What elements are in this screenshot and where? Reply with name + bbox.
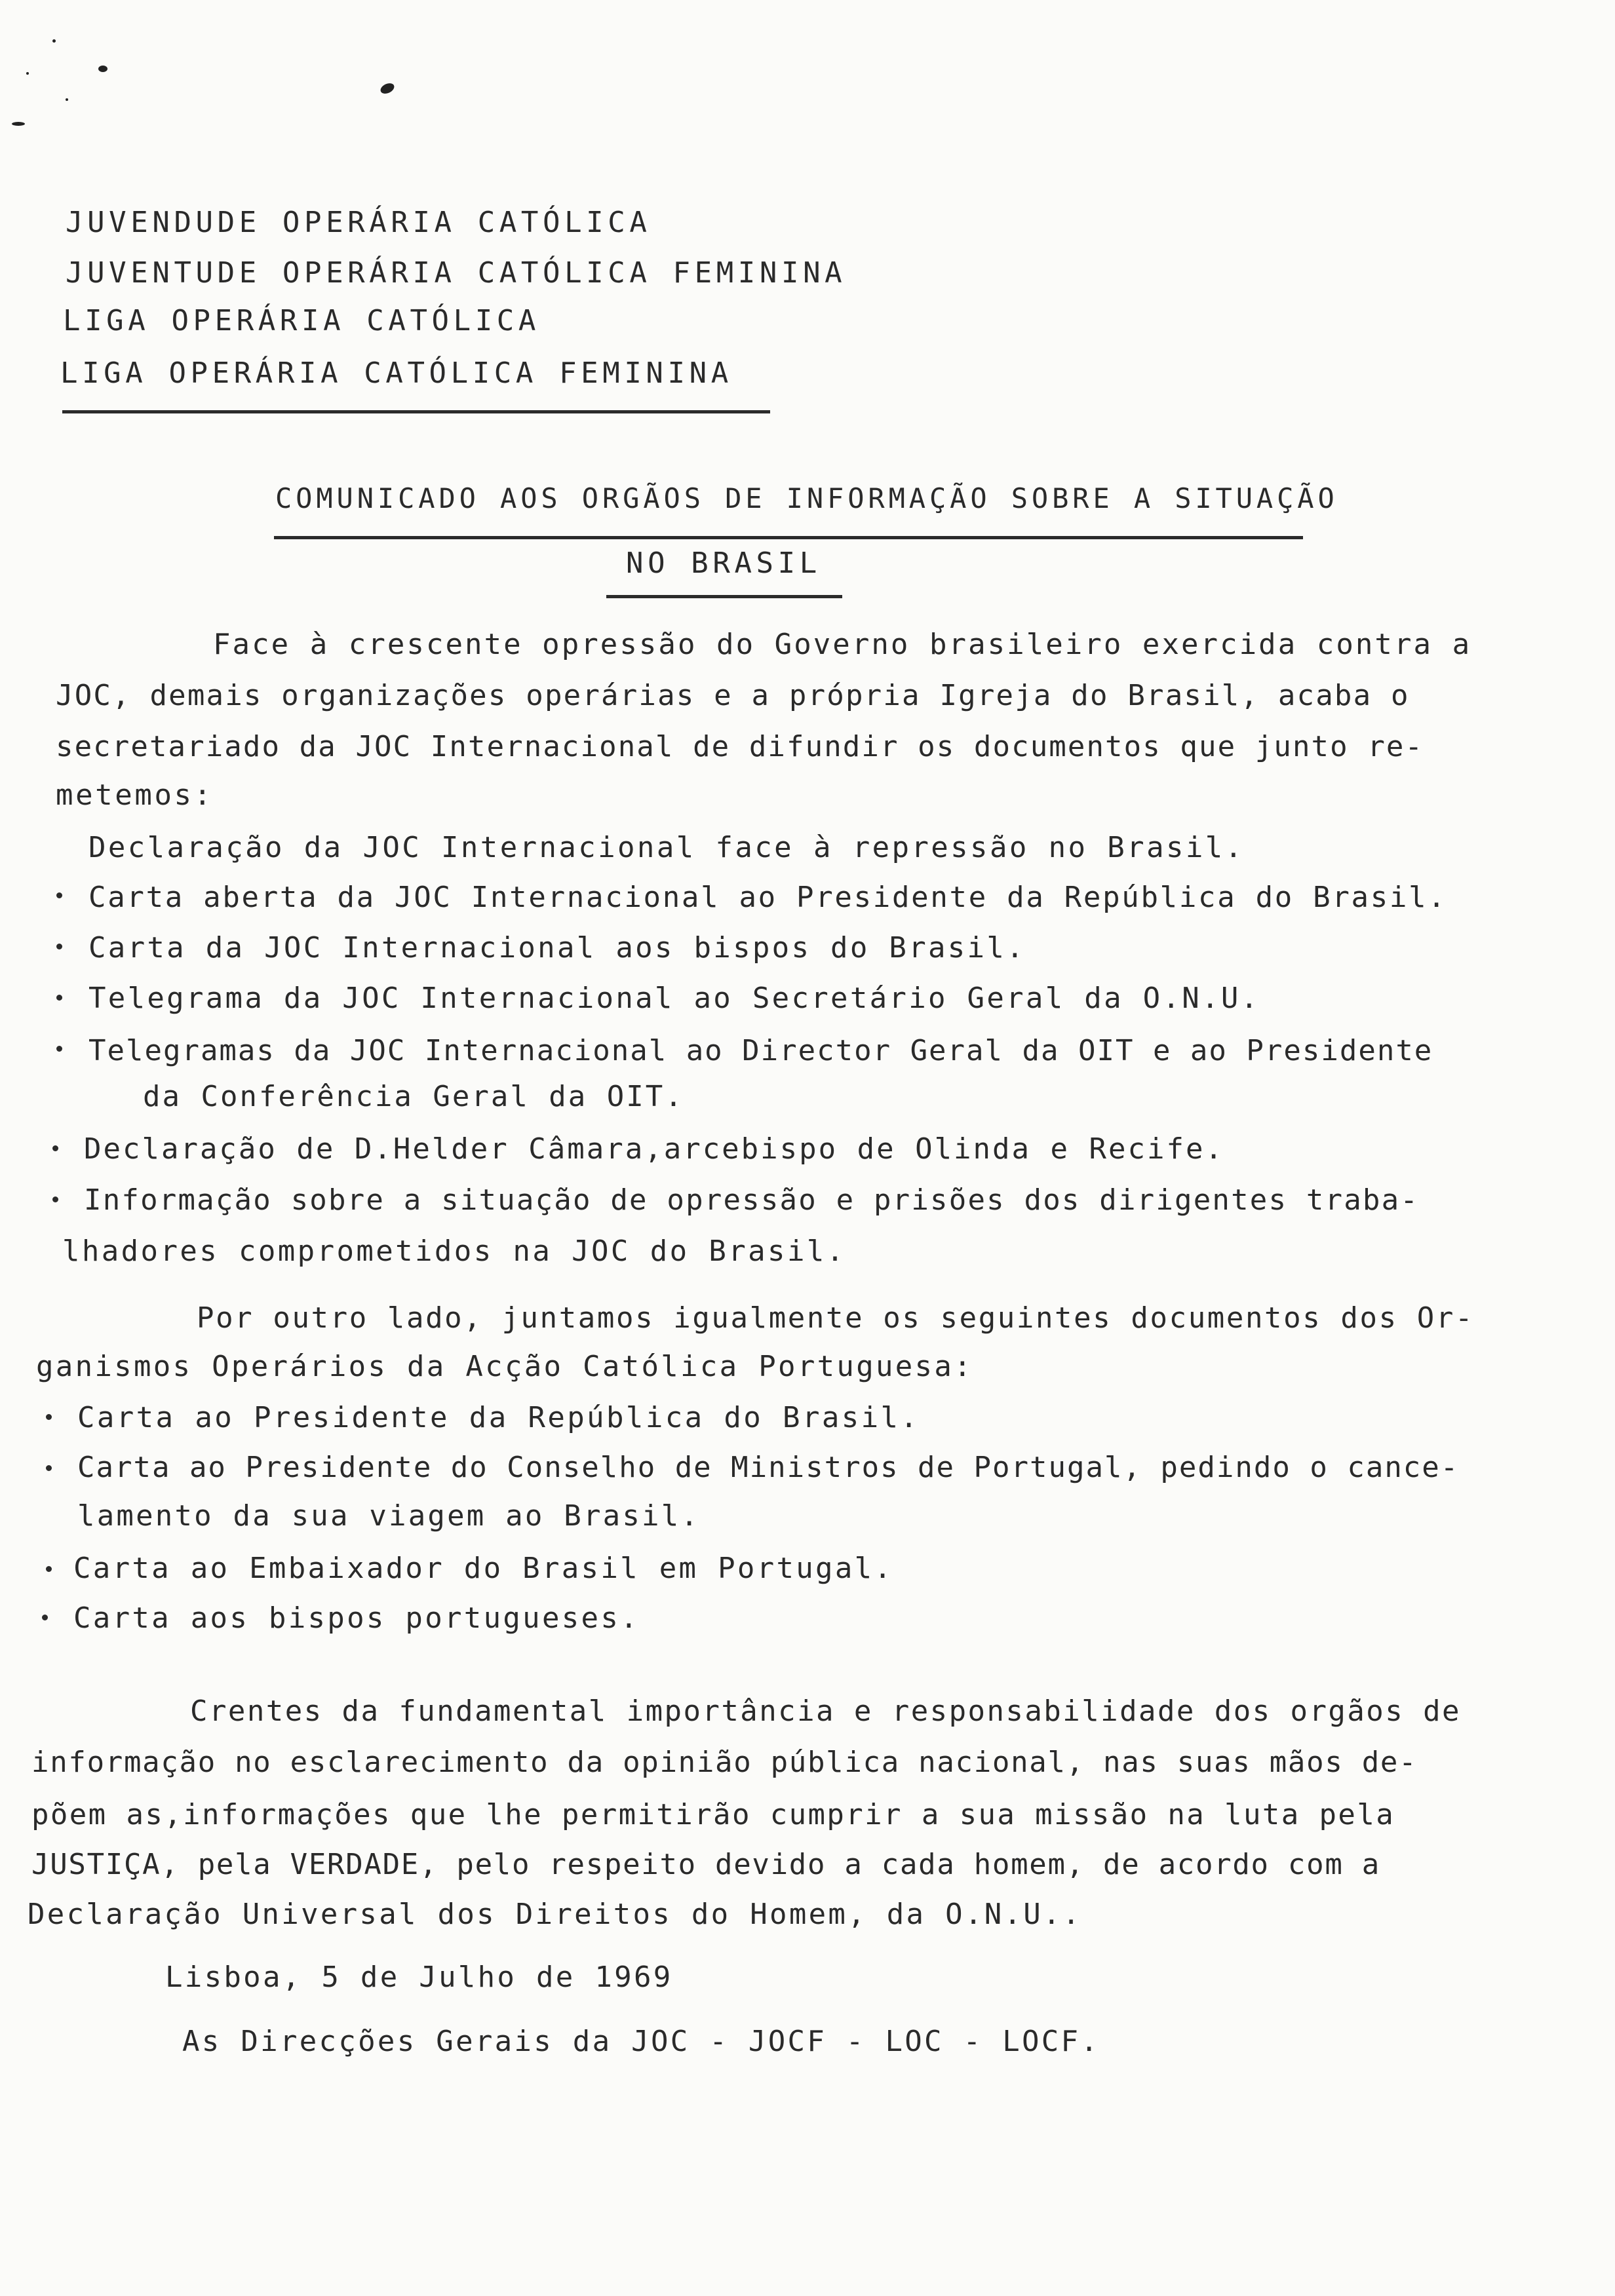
bullet xyxy=(56,1046,62,1052)
bullet xyxy=(46,1465,52,1471)
scan-speck xyxy=(12,122,25,126)
scan-speck xyxy=(98,66,107,72)
paragraph-line: Crentes da fundamental importância e responsabilidade dos orgãos de xyxy=(190,1694,1461,1728)
list-item: Carta aberta da JOC Internacional ao Presidente da República do Brasil. xyxy=(88,881,1447,914)
header-line: LIGA OPERÁRIA CATÓLICA FEMININA xyxy=(60,356,733,390)
bullet xyxy=(46,1566,52,1572)
signature-line: As Direcções Gerais da JOC - JOCF - LOC - LOCF. xyxy=(182,2025,1100,2058)
list-item: Declaração de D.Helder Câmara,arcebispo de Olinda e Recife. xyxy=(84,1132,1224,1166)
list-item: Carta da JOC Internacional aos bispos do Brasil. xyxy=(88,931,1026,965)
bullet xyxy=(56,944,62,949)
list-item: Declaração da JOC Internacional face à repressão no Brasil. xyxy=(88,831,1245,864)
paragraph-line: informação no esclarecimento da opinião pública nacional, nas suas mãos de- xyxy=(31,1746,1418,1779)
scan-speck xyxy=(379,81,396,96)
list-item: Carta aos bispos portugueses. xyxy=(73,1601,640,1635)
list-item: Telegramas da JOC Internacional ao Director Geral da OIT e ao Presidente xyxy=(88,1034,1433,1067)
bullet xyxy=(46,1414,52,1420)
scan-speck xyxy=(66,98,68,101)
bullet xyxy=(52,1196,58,1202)
paragraph-line: ganismos Operários da Acção Católica Portuguesa: xyxy=(36,1350,973,1383)
paragraph-line: Face à crescente opressão do Governo brasileiro exercida contra a xyxy=(213,628,1472,661)
list-item-continuation: lhadores comprometidos na JOC do Brasil. xyxy=(62,1234,846,1268)
list-item-continuation: lamento da sua viagem ao Brasil. xyxy=(77,1499,701,1533)
place-date: Lisboa, 5 de Julho de 1969 xyxy=(165,1961,673,1994)
scan-speck xyxy=(26,72,29,75)
paragraph-line: JOC, demais organizações operárias e a própria Igreja do Brasil, acaba o xyxy=(56,679,1410,712)
paragraph-line: Declaração Universal dos Direitos do Homem, da O.N.U.. xyxy=(28,1898,1082,1931)
list-item: Carta ao Presidente do Conselho de Ministros de Portugal, pedindo o cance- xyxy=(77,1451,1460,1484)
document-title-line2: NO BRASIL xyxy=(626,546,821,580)
title-underline-2 xyxy=(606,595,842,598)
list-item: Carta ao Embaixador do Brasil em Portugal. xyxy=(73,1552,894,1585)
header-line: JUVENTUDE OPERÁRIA CATÓLICA FEMININA xyxy=(66,256,847,290)
list-item: Telegrama da JOC Internacional ao Secretário Geral da O.N.U. xyxy=(88,982,1260,1015)
document-title-line1: COMUNICADO AOS ORGÃOS DE INFORMAÇÃO SOBRE A SITUAÇÃO xyxy=(275,482,1338,514)
paragraph-line: Por outro lado, juntamos igualmente os seguintes documentos dos Or- xyxy=(197,1301,1475,1335)
bullet xyxy=(52,1145,58,1151)
paragraph-line: JUSTIÇA, pela VERDADE, pelo respeito devido a cada homem, de acordo com a xyxy=(31,1848,1380,1881)
title-underline-1 xyxy=(274,536,1303,539)
bullet xyxy=(56,892,62,898)
header-rule xyxy=(62,410,770,413)
bullet xyxy=(42,1615,48,1620)
list-item: Carta ao Presidente da República do Brasil. xyxy=(77,1401,920,1434)
scan-speck xyxy=(52,39,56,43)
list-item: Informação sobre a situação de opressão e prisões dos dirigentes traba- xyxy=(84,1183,1420,1217)
bullet xyxy=(56,995,62,1001)
paragraph-line: põem as,informações que lhe permitirão cumprir a sua missão na luta pela xyxy=(31,1798,1395,1831)
header-line: JUVENDUDE OPERÁRIA CATÓLICA xyxy=(66,206,652,239)
header-line: LIGA OPERÁRIA CATÓLICA xyxy=(63,304,540,337)
list-item-continuation: da Conferência Geral da OIT. xyxy=(143,1080,684,1113)
paragraph-line: secretariado da JOC Internacional de difundir os documentos que junto re- xyxy=(56,730,1424,763)
paragraph-line: metemos: xyxy=(56,778,214,812)
